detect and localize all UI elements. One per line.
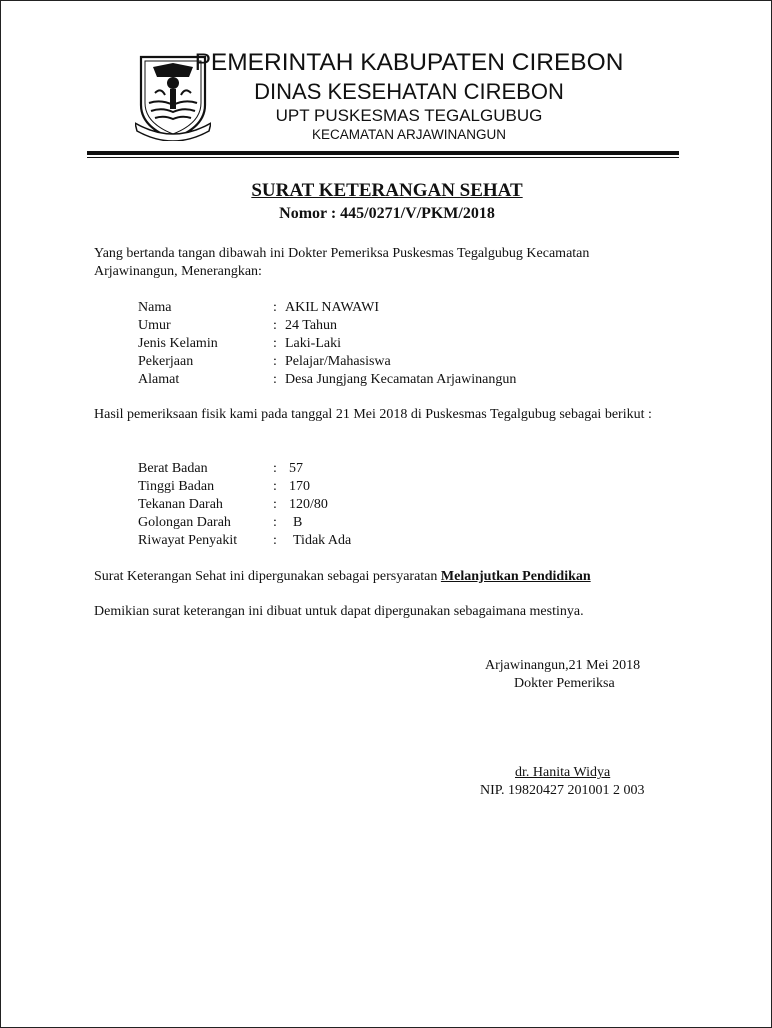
exam-intro-paragraph: Hasil pemeriksaan fisik kami pada tanggal 21 Mei 2018 di Puskesmas Tegalgubug sebagai berikut :: [94, 407, 652, 422]
letterhead-line4: KECAMATAN ARJAWINANGUN: [311, 127, 507, 142]
identity-value: Desa Jungjang Kecamatan Arjawinangun: [285, 372, 517, 387]
colon: :: [273, 479, 277, 494]
exam-label: Tekanan Darah: [138, 497, 223, 512]
exam-value: 170: [289, 479, 310, 494]
exam-label: Riwayat Penyakit: [138, 533, 238, 548]
identity-label: Pekerjaan: [138, 354, 194, 369]
purpose-prefix: Surat Keterangan Sehat ini dipergunakan sebagai persyaratan: [94, 569, 441, 584]
intro-paragraph: Yang bertanda tangan dibawah ini Dokter Pemeriksa Puskesmas Tegalgubug Kecamatan Arjawinangun, Menerangkan:: [94, 246, 590, 279]
colon: :: [273, 461, 277, 476]
identity-label: Nama: [138, 300, 172, 315]
exam-label: Golongan Darah: [138, 515, 231, 530]
colon: :: [273, 497, 277, 512]
exam-label: Berat Badan: [138, 461, 208, 476]
place-date: Arjawinangun,21 Mei 2018: [485, 658, 641, 673]
document-number: Nomor : 445/0271/V/PKM/2018: [279, 205, 495, 222]
colon: :: [273, 354, 277, 369]
letterhead-line1: PEMERINTAH KABUPATEN CIREBON: [194, 49, 624, 76]
letterhead-divider-thin: [87, 157, 679, 158]
purpose-line: [94, 568, 591, 586]
identity-label: Alamat: [138, 372, 180, 387]
signer-name: dr. Hanita Widya: [515, 765, 611, 780]
letterhead-line2: DINAS KESEHATAN CIREBON: [254, 79, 564, 104]
letterhead-line3: UPT PUSKESMAS TEGALGUBUG: [275, 106, 543, 125]
identity-label: Jenis Kelamin: [138, 336, 218, 351]
closing-line: Demikian surat keterangan ini dibuat untuk dapat dipergunakan sebagaimana mestinya.: [94, 604, 584, 619]
colon: :: [273, 318, 277, 333]
signer-nip: NIP. 19820427 201001 2 003: [480, 783, 645, 798]
exam-value: Tidak Ada: [293, 533, 352, 548]
colon: :: [273, 372, 277, 387]
colon: :: [273, 300, 277, 315]
letterhead-divider-thick: [87, 151, 679, 155]
colon: :: [273, 515, 277, 530]
colon: :: [273, 533, 277, 548]
identity-label: Umur: [138, 318, 171, 333]
colon: :: [273, 336, 277, 351]
exam-value: B: [293, 515, 303, 530]
identity-value: Pelajar/Mahasiswa: [285, 354, 391, 369]
exam-label: Tinggi Badan: [138, 479, 215, 494]
document-title: SURAT KETERANGAN SEHAT: [251, 180, 523, 201]
signer-role: Dokter Pemeriksa: [514, 676, 615, 691]
identity-value: AKIL NAWAWI: [285, 300, 380, 315]
exam-value: 120/80: [289, 497, 328, 512]
identity-value: Laki-Laki: [285, 336, 341, 351]
exam-value: 57: [289, 461, 303, 476]
purpose-value: Melanjutkan Pendidikan: [440, 569, 591, 584]
identity-value: 24 Tahun: [285, 318, 338, 333]
